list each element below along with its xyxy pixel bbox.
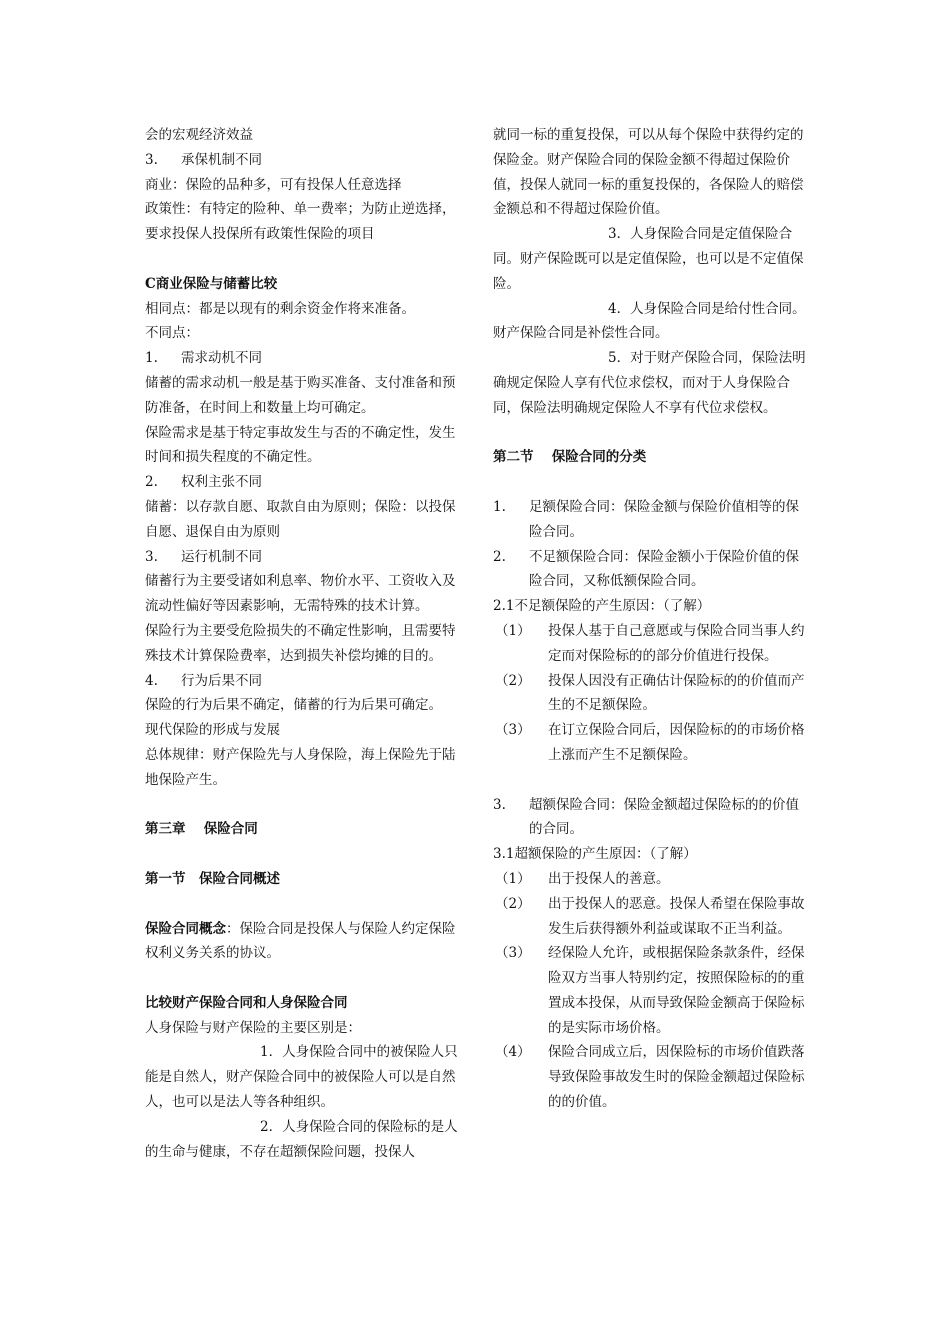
list-number: （3）	[495, 722, 531, 739]
list-number: 1.	[145, 350, 158, 367]
term-label: 保险合同概念	[145, 920, 226, 937]
list-number: （2）	[495, 672, 531, 689]
list-number: （2）	[495, 895, 531, 912]
paragraph: 现代保险的形成与发展	[145, 722, 280, 739]
paragraph: 4．人身保险合同是给付性合同。财产保险合同是补偿性合同。	[493, 300, 806, 342]
list-number: （3）	[495, 945, 531, 962]
list-number: 3.	[145, 151, 158, 168]
paragraph: 总体规律：财产保险先与人身保险，海上保险先于陆地保险产生。	[145, 746, 456, 788]
section-heading: C商业保险与储蓄比较	[145, 275, 278, 292]
list-item	[493, 892, 811, 942]
list-number: 4.	[145, 672, 158, 689]
paragraph: 保险行为主要受危险损失的不确定性影响，且需要特殊技术计算保险费率，达到损失补偿均摊的目的。	[145, 622, 456, 664]
list-item	[493, 867, 811, 892]
list-item	[493, 941, 811, 1040]
list-number: 1.	[493, 498, 506, 515]
subsection-heading: 比较财产保险合同和人身保险合同	[145, 994, 348, 1011]
paragraph: 就同一标的重复投保，可以从每个保险中获得约定的保险金。财产保险合同的保险金额不得超过保险价值，投保人就同一标的重复投保的，各保险人的赔偿金额总和不得超过保险价值。	[493, 127, 804, 218]
paragraph: 2.1不足额保险的产生原因：（了解）	[493, 598, 711, 615]
list-item	[145, 148, 461, 173]
list-number: 3.	[145, 548, 158, 565]
list-text: 行为后果不同	[181, 672, 262, 689]
paragraph: 储蓄：以存款自愿、取款自由为原则；保险：以投保自愿、退保自由为原则	[145, 498, 456, 540]
paragraph	[145, 917, 461, 967]
list-item	[145, 545, 461, 570]
paragraph: 商业：保险的品种多，可有投保人任意选择	[145, 176, 402, 193]
list-number: （1）	[495, 622, 531, 639]
list-number: （1）	[495, 870, 531, 887]
list-text: 出于投保人的善意。	[548, 870, 670, 887]
list-item	[493, 495, 811, 545]
list-text: 运行机制不同	[181, 548, 262, 565]
right-column	[493, 123, 811, 1115]
term-definition: ：保险合同是投保人与保险人约定保险权利义务关系的协议。	[145, 920, 456, 962]
list-number: 3.	[493, 796, 506, 813]
list-number: （4）	[495, 1044, 531, 1061]
paragraph: 3.1超额保险的产生原因：（了解）	[493, 846, 697, 863]
list-text: 不足额保险合同：保险金额小于保险价值的保险合同，又称低额保险合同。	[529, 548, 799, 590]
list-item	[493, 619, 811, 669]
text-line: 会的宏观经济效益	[145, 127, 253, 143]
paragraph: 保险需求是基于特定事故发生与否的不确定性，发生时间和损失程度的不确定性。	[145, 424, 456, 466]
list-text: 在订立保险合同后，因保险标的的市场价格上涨而产生不足额保险。	[548, 722, 805, 763]
paragraph: 人身保险与财产保险的主要区别是：	[145, 1019, 361, 1036]
list-text: 投保人基于自己意愿或与保险合同当事人约定而对保险标的的部分价值进行投保。	[548, 622, 805, 664]
list-item	[145, 346, 461, 371]
paragraph: 相同点：都是以现有的剩余资金作将来准备。	[145, 300, 415, 317]
left-column	[145, 123, 461, 1164]
list-text: 保险合同成立后，因保险标的市场价值跌落导致保险事故发生时的保险金额超过保险标的的价值。	[548, 1044, 805, 1111]
paragraph: 储蓄的需求动机一般是基于购买准备、支付准备和预防准备，在时间上和数量上均可确定。	[145, 374, 456, 416]
chapter-heading: 第三章 保险合同	[145, 821, 258, 838]
list-text: 出于投保人的恶意。投保人希望在保险事故发生后获得额外利益或谋取不正当利益。	[548, 895, 805, 937]
list-text: 经保险人允许，或根据保险条款条件，经保险双方当事人特别约定，按照保险标的的重置成本投保，从而导致保险金额高于保险标的是实际市场价格。	[548, 945, 805, 1036]
paragraph: 政策性：有特定的险种、单一费率；为防止逆选择，要求投保人投保所有政策性保险的项目	[145, 201, 456, 243]
list-item	[493, 1040, 811, 1114]
paragraph: 保险的行为后果不确定，储蓄的行为后果可确定。	[145, 697, 442, 714]
section-heading: 第二节 保险合同的分类	[493, 449, 647, 466]
paragraph: 1．人身保险合同中的被保险人只能是自然人，财产保险合同中的被保险人可以是自然人，也可以是法人等各种组织。	[145, 1044, 458, 1111]
section-heading: 第一节 保险合同概述	[145, 870, 280, 887]
paragraph: 不同点：	[145, 325, 199, 342]
paragraph: 5．对于财产保险合同，保险法明确规定保险人享有代位求偿权，而对于人身保险合同，保险法明确规定保险人不享有代位求偿权。	[493, 350, 806, 416]
list-item	[145, 470, 461, 495]
paragraph: 2．人身保险合同的保险标的是人的生命与健康，不存在超额保险问题，投保人	[145, 1118, 458, 1160]
list-text: 足额保险合同：保险金额与保险价值相等的保险合同。	[529, 498, 799, 540]
list-item	[493, 793, 811, 843]
list-number: 2.	[145, 474, 158, 491]
list-text: 超额保险合同：保险金额超过保险标的的价值的合同。	[529, 796, 799, 838]
list-item	[493, 545, 811, 595]
list-item	[145, 669, 461, 694]
list-text: 投保人因没有正确估计保险标的的价值而产生的不足额保险。	[548, 672, 805, 714]
list-item	[493, 669, 811, 719]
paragraph: 3．人身保险合同是定值保险合同。财产保险既可以是定值保险，也可以是不定值保险。	[493, 226, 804, 292]
list-text: 需求动机不同	[181, 350, 262, 367]
list-text: 承保机制不同	[181, 151, 262, 168]
paragraph: 储蓄行为主要受诸如利息率、物价水平、工资收入及流动性偏好等因素影响，无需特殊的技术计算。	[145, 573, 456, 615]
list-item	[493, 718, 811, 768]
list-text: 权利主张不同	[181, 474, 262, 491]
list-number: 2.	[493, 548, 506, 565]
